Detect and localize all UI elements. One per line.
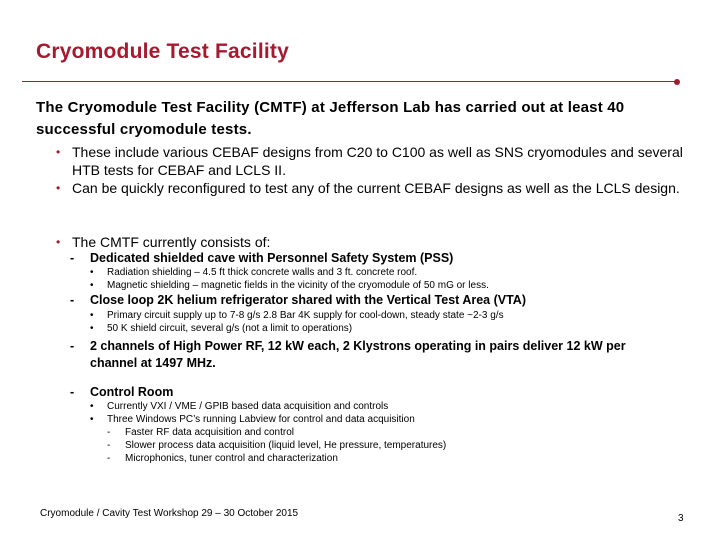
bullet-marker: • bbox=[90, 280, 94, 291]
dash-marker: - bbox=[107, 427, 111, 438]
bullet-text: The CMTF currently consists of: bbox=[72, 234, 271, 250]
detail-text: Three Windows PC’s running Labview for control and data acquisition bbox=[107, 414, 415, 425]
divider-end-dot bbox=[674, 79, 680, 85]
dash-marker: - bbox=[70, 251, 75, 265]
detail-labview-pcs bbox=[90, 413, 670, 426]
bullet-marker: • bbox=[56, 235, 61, 249]
bullet-marker: • bbox=[90, 310, 94, 321]
dash-marker: - bbox=[107, 453, 111, 464]
component-control-room bbox=[70, 384, 670, 401]
detail-text: 50 K shield circuit, several g/s (not a limit to operations) bbox=[107, 323, 353, 334]
bullet-marker: • bbox=[56, 181, 61, 195]
bullet-marker: • bbox=[90, 414, 94, 425]
page-number: 3 bbox=[678, 513, 684, 524]
detail-shield-circuit bbox=[90, 322, 670, 335]
dash-marker: - bbox=[70, 385, 75, 399]
component-label: 2 channels of High Power RF, 12 kW each, 2 Klystrons operating in pairs deliver 12 kW per channel at 1497 MHz. bbox=[90, 339, 626, 370]
bullet-marker: • bbox=[90, 401, 94, 412]
component-label: Control Room bbox=[90, 385, 174, 399]
component-label: Close loop 2K helium refrigerator shared with the Vertical Test Area (VTA) bbox=[90, 293, 526, 307]
title-divider bbox=[22, 81, 677, 82]
dash-marker: - bbox=[70, 293, 75, 307]
bullet-marker: • bbox=[56, 145, 61, 159]
component-label: Dedicated shielded cave with Personnel Safety System (PSS) bbox=[90, 251, 454, 265]
footer-text: Cryomodule / Cavity Test Workshop 29 – 30 October 2015 bbox=[40, 508, 299, 519]
subdetail-rf-acquisition bbox=[107, 426, 667, 439]
dash-marker: - bbox=[70, 339, 75, 353]
detail-primary-circuit bbox=[90, 309, 670, 322]
detail-magnetic-shielding bbox=[90, 279, 670, 292]
bullet-reconfigurable bbox=[56, 179, 696, 197]
intro-paragraph: The Cryomodule Test Facility (CMTF) at Jefferson Lab has carried out at least 40 successful cryomodule tests. bbox=[36, 99, 625, 138]
subdetail-microphonics bbox=[107, 452, 667, 465]
bullet-cebaf-designs bbox=[56, 143, 696, 179]
bullet-text: These include various CEBAF designs from C20 to C100 as well as SNS cryomodules and several HTB tests for CEBAF and LCLS II. bbox=[72, 144, 683, 178]
component-shielded-cave bbox=[70, 250, 670, 267]
bullet-marker: • bbox=[90, 323, 94, 334]
detail-text: Primary circuit supply up to 7-8 g/s 2.8 Bar 4K supply for cool-down, steady state ~2-3 g/s bbox=[107, 310, 504, 321]
bullet-text: Can be quickly reconfigured to test any of the current CEBAF designs as well as the LCLS design. bbox=[72, 180, 680, 196]
detail-text: Currently VXI / VME / GPIB based data acquisition and controls bbox=[107, 401, 389, 412]
component-helium-refrigerator bbox=[70, 292, 670, 309]
detail-vxi-vme-gpib bbox=[90, 400, 670, 413]
detail-radiation-shielding bbox=[90, 266, 670, 279]
detail-text: Radiation shielding – 4.5 ft thick concrete walls and 3 ft. concrete roof. bbox=[107, 267, 418, 278]
subdetail-process-acquisition bbox=[107, 439, 667, 452]
slide-title: Cryomodule Test Facility bbox=[36, 40, 289, 63]
component-rf-channels bbox=[70, 338, 650, 372]
subdetail-text: Slower process data acquisition (liquid level, He pressure, temperatures) bbox=[125, 440, 447, 451]
dash-marker: - bbox=[107, 440, 111, 451]
bullet-marker: • bbox=[90, 267, 94, 278]
subdetail-text: Microphonics, tuner control and characterization bbox=[125, 453, 338, 464]
bullet-cmtf-consists bbox=[56, 233, 696, 251]
subdetail-text: Faster RF data acquisition and control bbox=[125, 427, 294, 438]
detail-text: Magnetic shielding – magnetic fields in the vicinity of the cryomodule of 50 mG or less. bbox=[107, 280, 489, 291]
